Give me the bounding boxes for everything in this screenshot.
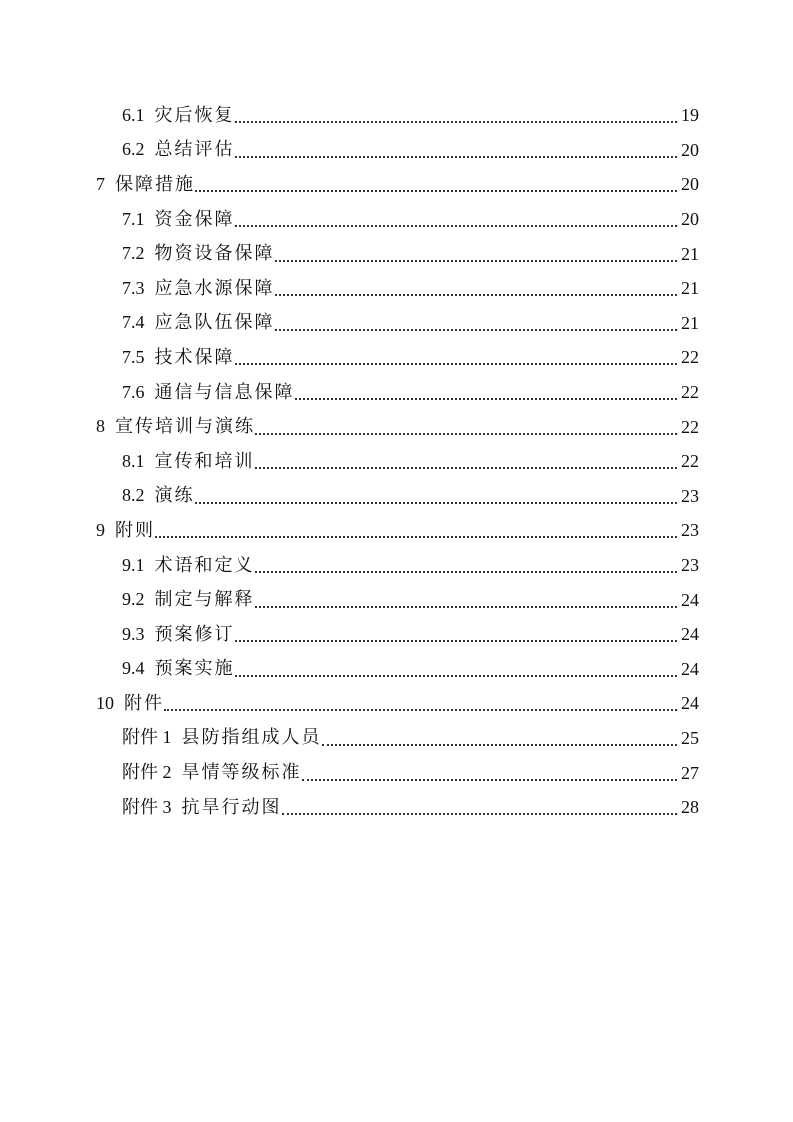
toc-entry-page: 23 (681, 485, 699, 506)
toc-entry-label (122, 588, 255, 611)
toc-entry-page: 21 (681, 278, 699, 299)
toc-entry-page: 21 (681, 312, 699, 333)
toc-entry[interactable] (0, 409, 793, 444)
toc-entry-number: 8 (96, 416, 105, 437)
toc-entry-label (122, 657, 235, 680)
toc-entry-title: 附件 (124, 692, 164, 714)
toc-entry-number: 7.2 (122, 243, 145, 264)
toc-entry-title: 抗旱行动图 (181, 796, 282, 818)
toc-entry-label (122, 554, 255, 577)
toc-entry-number: 7.6 (122, 381, 145, 402)
toc-entry-page: 23 (681, 555, 699, 576)
toc-entry-page: 27 (681, 762, 699, 783)
toc-entry-page: 24 (681, 693, 699, 714)
toc-entry-page: 22 (681, 347, 699, 368)
toc-entry-page: 24 (681, 624, 699, 645)
toc-entry-number: 7.4 (122, 312, 145, 333)
toc-entry-title: 演练 (154, 485, 195, 507)
toc-entry[interactable] (0, 444, 793, 479)
toc-entry-title: 预案修订 (154, 623, 235, 645)
toc-entry-number: 附件 1 (122, 727, 172, 748)
toc-leader-dots (255, 467, 678, 469)
toc-leader-dots (275, 260, 678, 262)
toc-leader-dots (322, 744, 678, 746)
toc-entry-title: 灾后恢复 (154, 104, 235, 126)
toc-entry-title: 物资设备保障 (154, 243, 275, 265)
toc-entry[interactable] (0, 582, 793, 617)
toc-entry-number: 附件 3 (122, 796, 172, 817)
toc-leader-dots (235, 675, 678, 677)
toc-entry-title: 资金保障 (154, 208, 235, 230)
toc-entry-page: 20 (681, 174, 699, 195)
toc-entry-page: 24 (681, 589, 699, 610)
toc-entry-label (96, 519, 155, 542)
toc-entry-title: 宣传培训与演练 (115, 416, 255, 438)
toc-entry-label (122, 311, 275, 334)
toc-entry-title: 应急队伍保障 (154, 312, 275, 334)
toc-entry-page: 28 (681, 797, 699, 818)
toc-entry-number: 9.4 (122, 658, 145, 679)
toc-entry-label (122, 381, 295, 404)
toc-entry-number: 9 (96, 519, 105, 540)
toc-entry-page: 19 (681, 105, 699, 126)
toc-entry-number: 8.1 (122, 450, 145, 471)
toc-leader-dots (295, 398, 678, 400)
toc-entry-number: 8.2 (122, 485, 145, 506)
toc-entry[interactable] (0, 686, 793, 721)
toc-entry-title: 附则 (115, 519, 155, 541)
toc-leader-dots (282, 813, 678, 815)
toc-entry[interactable] (0, 306, 793, 341)
toc-entry[interactable] (0, 513, 793, 548)
toc-entry-label (122, 726, 322, 749)
toc-leader-dots (235, 640, 678, 642)
toc-entry-page: 20 (681, 139, 699, 160)
toc-entry[interactable] (0, 755, 793, 790)
toc-leader-dots (275, 294, 678, 296)
toc-entry-title: 宣传和培训 (154, 450, 255, 472)
toc-entry-label (122, 484, 195, 507)
toc-entry-label (96, 415, 255, 438)
toc-entry[interactable] (0, 98, 793, 133)
toc-entry[interactable] (0, 721, 793, 756)
toc-entry[interactable] (0, 375, 793, 410)
toc-entry[interactable] (0, 236, 793, 271)
toc-entry-title: 县防指组成人员 (181, 727, 322, 749)
toc-entry-title: 通信与信息保障 (154, 381, 295, 403)
toc-entry-number: 6.2 (122, 139, 145, 160)
toc-entry[interactable] (0, 652, 793, 687)
toc-leader-dots (155, 536, 677, 538)
toc-leader-dots (255, 571, 678, 573)
toc-entry-label (122, 242, 275, 265)
toc-entry-page: 21 (681, 243, 699, 264)
toc-entry[interactable] (0, 133, 793, 168)
toc-entry[interactable] (0, 479, 793, 514)
toc-entry-label (122, 623, 235, 646)
toc-entry-page: 22 (681, 416, 699, 437)
toc-entry-number: 6.1 (122, 104, 145, 125)
toc-entry-title: 术语和定义 (154, 554, 255, 576)
toc-entry-number: 7.1 (122, 208, 145, 229)
toc-leader-dots (255, 606, 678, 608)
toc-entry-number: 10 (96, 692, 114, 713)
toc-leader-dots (235, 225, 678, 227)
toc-entry-label (122, 346, 235, 369)
toc-entry-label (122, 796, 282, 819)
toc-entry[interactable] (0, 548, 793, 583)
toc-leader-dots (275, 329, 678, 331)
toc-entry-page: 20 (681, 209, 699, 230)
toc-entry-title: 预案实施 (154, 658, 235, 680)
toc-entry[interactable] (0, 340, 793, 375)
toc-leader-dots (235, 363, 678, 365)
toc-entry-number: 附件 2 (122, 762, 172, 783)
toc-entry-title: 技术保障 (154, 346, 235, 368)
toc-entry-title: 应急水源保障 (154, 277, 275, 299)
toc-leader-dots (302, 779, 678, 781)
toc-entry[interactable] (0, 202, 793, 237)
toc-entry-title: 制定与解释 (154, 589, 255, 611)
toc-entry-number: 7 (96, 173, 105, 194)
toc-entry[interactable] (0, 167, 793, 202)
toc-entry-number: 7.3 (122, 277, 145, 298)
toc-entry-page: 25 (681, 727, 699, 748)
toc-entry-label (122, 761, 302, 784)
table-of-contents (0, 98, 793, 824)
toc-leader-dots (235, 121, 678, 123)
toc-entry-title: 保障措施 (115, 173, 195, 195)
toc-entry-label (122, 104, 235, 127)
toc-entry-page: 23 (681, 520, 699, 541)
toc-leader-dots (235, 156, 678, 158)
toc-entry-number: 9.2 (122, 589, 145, 610)
toc-leader-dots (195, 502, 678, 504)
toc-entry[interactable] (0, 617, 793, 652)
toc-entry-label (96, 692, 164, 715)
toc-entry-title: 旱情等级标准 (181, 762, 302, 784)
toc-entry-number: 9.1 (122, 554, 145, 575)
toc-entry[interactable] (0, 271, 793, 306)
toc-entry-title: 总结评估 (154, 139, 235, 161)
toc-leader-dots (195, 190, 677, 192)
toc-entry-label (122, 277, 275, 300)
toc-leader-dots (164, 709, 677, 711)
toc-entry-label (122, 208, 235, 231)
toc-entry-label (122, 450, 255, 473)
toc-entry-label (96, 173, 195, 196)
toc-leader-dots (255, 433, 677, 435)
toc-entry-page: 24 (681, 658, 699, 679)
toc-entry-label (122, 138, 235, 161)
toc-entry-number: 9.3 (122, 623, 145, 644)
toc-entry-page: 22 (681, 451, 699, 472)
toc-entry-number: 7.5 (122, 346, 145, 367)
toc-entry[interactable] (0, 790, 793, 825)
toc-entry-page: 22 (681, 382, 699, 403)
